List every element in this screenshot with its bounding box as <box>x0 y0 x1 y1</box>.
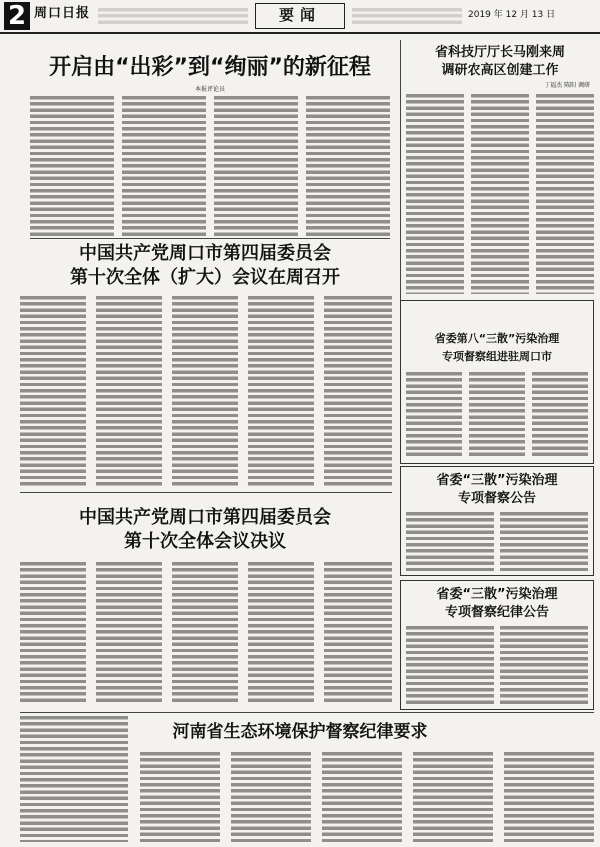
header-info-left <box>98 8 248 26</box>
notice2-body <box>406 626 588 706</box>
top-right-headline-line2: 调研农高区创建工作 <box>441 63 559 78</box>
bottom-left-body <box>20 716 128 842</box>
paper-name: 周口日报 <box>34 6 91 21</box>
middle-headline-line2: 第十次全体（扩大）会议在周召开 <box>70 267 340 288</box>
notice1-body <box>406 512 588 572</box>
resolution-headline-line2: 第十次全体会议决议 <box>124 531 286 552</box>
bottom-headline: 河南省生态环境保护督察纪律要求 <box>172 722 428 742</box>
resolution-headline-line1: 中国共产党周口市第四届委员会 <box>79 507 331 528</box>
top-left-body <box>30 96 390 236</box>
right-box-headline-line1: 省委第八“三散”污染治理 <box>434 332 560 345</box>
middle-body <box>20 296 392 486</box>
header-info-right <box>352 8 462 26</box>
divider <box>20 492 392 493</box>
notice1-headline-line1: 省委“三散”污染治理 <box>436 473 558 488</box>
top-left-byline: 本报评论员 <box>194 86 225 93</box>
right-box-body <box>406 372 588 458</box>
top-right-byline: 丁福杰 陈阳 调研 <box>544 82 590 89</box>
top-left-headline: 开启由“出彩”到“绚丽”的新征程 <box>49 55 371 80</box>
top-right-body <box>406 94 594 294</box>
notice2-headline-line1: 省委“三散”污染治理 <box>436 587 558 602</box>
notice2-headline-line2: 专项督察纪律公告 <box>444 605 549 620</box>
issue-date: 2019 年 12 月 13 日 <box>468 10 556 20</box>
divider <box>20 712 594 713</box>
top-right-headline-line1: 省科技厅厅长马刚来周 <box>434 45 565 60</box>
bottom-body <box>140 752 594 842</box>
page-number: 2 <box>4 2 30 30</box>
column-rule <box>400 40 401 320</box>
middle-headline-line1: 中国共产党周口市第四届委员会 <box>79 243 331 264</box>
right-box-headline-line2: 专项督察组进驻周口市 <box>442 350 552 363</box>
notice1-headline-line2: 专项督察公告 <box>457 491 536 506</box>
divider <box>30 238 390 239</box>
resolution-body <box>20 562 392 702</box>
section-title: 要闻 <box>255 3 345 29</box>
